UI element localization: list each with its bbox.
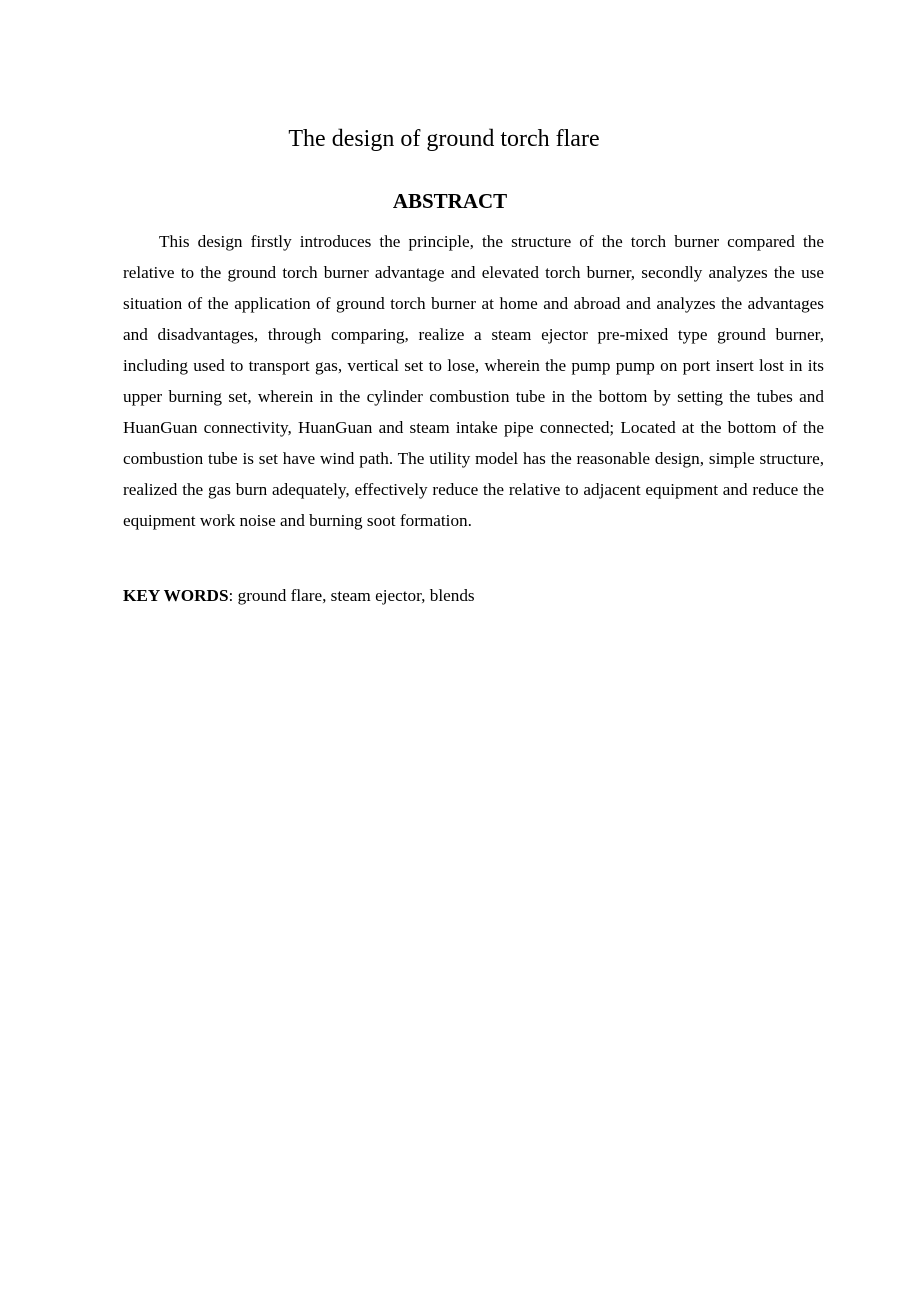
abstract-body: This design firstly introduces the principle, the structure of the torch burner compared the relative to the ground torch burner advantage and elevated torch burner, secondly analyzes the use situation of the application of ground torch burner at home and abroad and analyzes the advantages and disadvantages, through comparing, realize a steam ejector pre-mixed type ground burner, including used to transport gas, vertical set to lose, wherein the pump pump on port insert lost in its upper burning set, wherein in the cylinder combustion tube in the bottom by setting the tubes and HuanGuan connectivity, HuanGuan and steam intake pipe connected; Located at the bottom of the combustion tube is set have wind path. The utility model has the reasonable design, simple structure, realized the gas burn adequately, effectively reduce the relative to adjacent equipment and reduce the equipment work noise and burning soot formation. xyxy=(123,232,824,530)
keywords-text: : ground flare, steam ejector, blends xyxy=(228,586,475,605)
keywords-label: KEY WORDS xyxy=(123,586,229,605)
keywords-line xyxy=(123,583,824,609)
page-title: The design of ground torch flare xyxy=(288,126,600,152)
abstract-heading: ABSTRACT xyxy=(392,189,508,213)
